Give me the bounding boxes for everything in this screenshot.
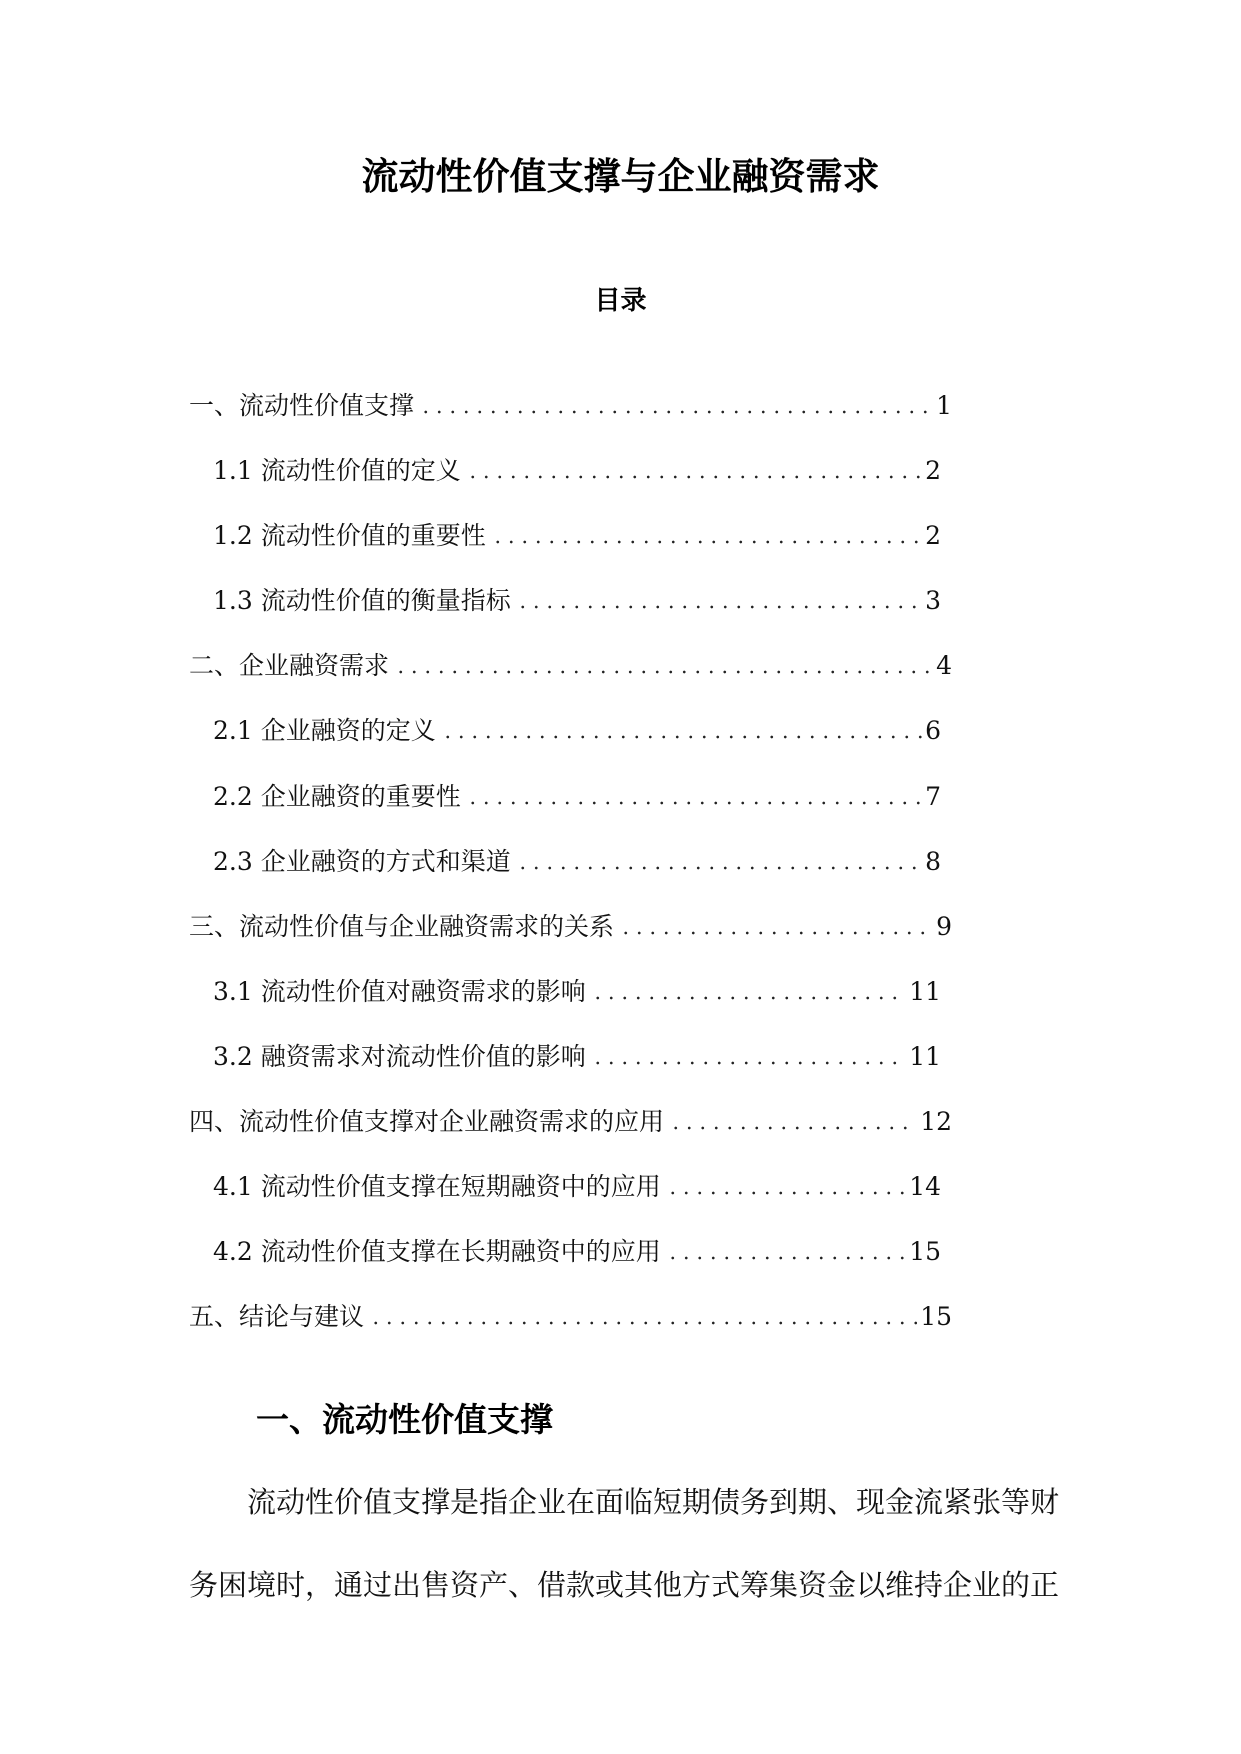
toc-entry-label: 3.1 流动性价值对融资需求的影响 (213, 976, 586, 1006)
toc-leader-dots (367, 1321, 917, 1325)
toc-entry-label: 1.2 流动性价值的重要性 (213, 521, 486, 551)
toc-entry-section (213, 829, 941, 894)
toc-entry-label: 1.3 流动性价值的衡量指标 (213, 586, 511, 616)
toc-leader-dots (439, 735, 922, 739)
toc-entry-label: 4.1 流动性价值支撑在短期融资中的应用 (213, 1172, 661, 1202)
table-of-contents-heading: 目录 (594, 286, 647, 316)
toc-entry-label: 四、流动性价值支撑对企业融资需求的应用 (189, 1107, 665, 1137)
toc-entry-label: 五、结论与建议 (189, 1302, 365, 1332)
toc-entry-section (213, 503, 941, 568)
toc-entry-label: 2.3 企业融资的方式和渠道 (213, 846, 511, 876)
toc-entry-section (213, 1154, 941, 1219)
toc-entry-section (213, 568, 941, 633)
toc-leader-dots (617, 931, 933, 935)
toc-leader-dots (464, 475, 922, 479)
toc-page-number: 14 (909, 1172, 941, 1202)
body-paragraph: 流动性价值支撑是指企业在面临短期债务到期、现金流紧张等财务困境时，通过出售资产、借款或其他方式筹集资金以维持企业的正 (189, 1485, 1060, 1602)
section-heading: 一、流动性价值支撑 (256, 1400, 553, 1439)
toc-page-number: 2 (925, 521, 941, 551)
toc-leader-dots (392, 670, 933, 674)
toc-leader-dots (589, 1061, 906, 1065)
toc-page-number: 11 (909, 976, 941, 1006)
toc-page-number: 8 (925, 846, 941, 876)
toc-page-number: 6 (925, 716, 941, 746)
toc-leader-dots (417, 410, 933, 414)
toc-page-number: 1 (936, 391, 952, 420)
toc-page-number: 4 (936, 651, 952, 681)
toc-entry-section (213, 438, 941, 503)
toc-page-number: 2 (925, 456, 941, 486)
toc-page-number: 15 (909, 1237, 941, 1267)
toc-entry-label: 二、企业融资需求 (189, 651, 390, 681)
toc-page-number: 15 (920, 1302, 952, 1332)
toc-entry-section (213, 764, 941, 829)
toc-entry-section (213, 698, 941, 763)
toc-leader-dots (664, 1191, 906, 1195)
toc-entry-label: 4.2 流动性价值支撑在长期融资中的应用 (213, 1237, 661, 1267)
toc-page-number: 11 (909, 1041, 941, 1071)
toc-entry-chapter (189, 1284, 952, 1349)
toc-leader-dots (514, 605, 922, 609)
toc-entry-chapter (189, 894, 952, 959)
table-of-contents (0, 373, 1241, 1349)
toc-leader-dots (464, 801, 922, 805)
toc-leader-dots (667, 1126, 917, 1130)
toc-leader-dots (489, 540, 922, 544)
toc-page-number: 9 (936, 911, 952, 941)
toc-entry-label: 一、流动性价值支撑 (189, 391, 415, 420)
toc-leader-dots (514, 866, 922, 870)
toc-page-number: 3 (925, 586, 941, 616)
toc-entry-chapter (189, 1089, 952, 1154)
toc-entry-section (213, 959, 941, 1024)
toc-page-number: 12 (920, 1107, 952, 1137)
toc-entry-chapter (189, 633, 952, 698)
toc-leader-dots (664, 1256, 906, 1260)
toc-entry-section (213, 1024, 941, 1089)
toc-entry-label: 3.2 融资需求对流动性价值的影响 (213, 1041, 586, 1071)
document-title: 流动性价值支撑与企业融资需求 (361, 154, 880, 198)
toc-leader-dots (589, 996, 906, 1000)
toc-entry-label: 1.1 流动性价值的定义 (213, 456, 461, 486)
toc-entry-section (213, 1219, 941, 1284)
toc-entry-label: 三、流动性价值与企业融资需求的关系 (189, 911, 615, 941)
toc-entry-label: 2.1 企业融资的定义 (213, 716, 436, 746)
toc-entry-chapter (189, 373, 952, 438)
toc-entry-label: 2.2 企业融资的重要性 (213, 781, 461, 811)
toc-page-number: 7 (925, 781, 941, 811)
